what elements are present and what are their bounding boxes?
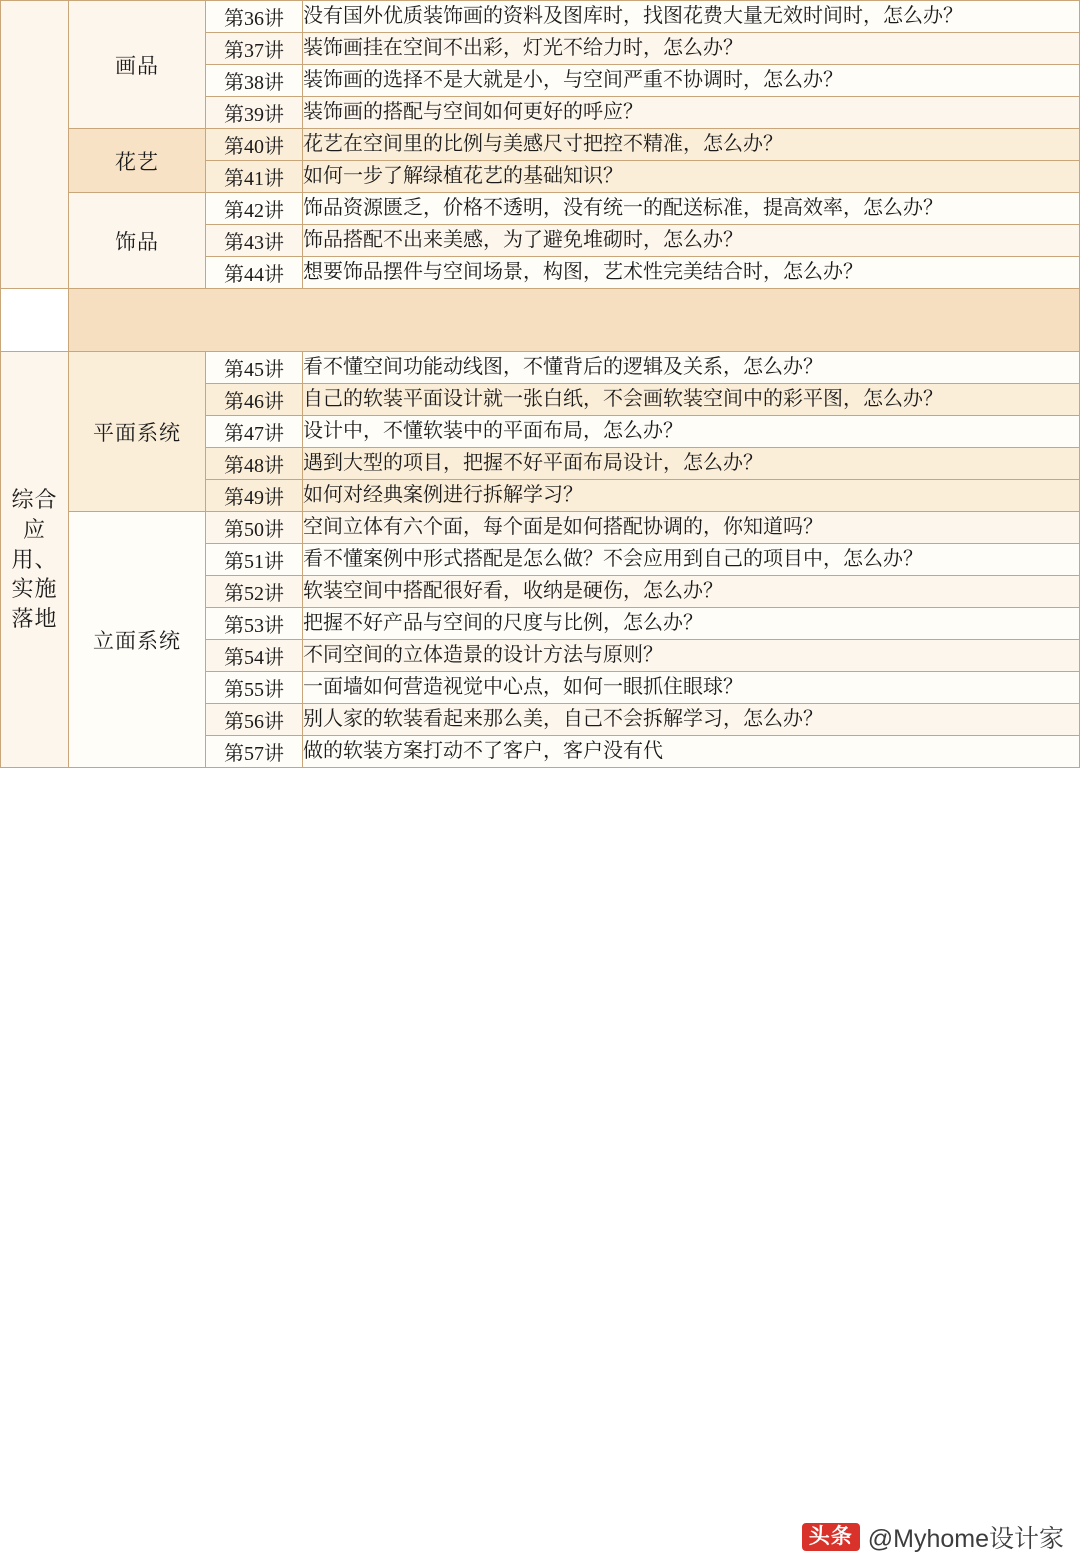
table-row bbox=[1, 1, 1080, 33]
lesson-number: 第43讲 bbox=[206, 225, 303, 257]
lesson-title: 自己的软装平面设计就一张白纸，不会画软装空间中的彩平图，怎么办？ bbox=[303, 384, 1080, 416]
section-separator-row bbox=[1, 289, 1080, 352]
table-row bbox=[1, 512, 1080, 544]
lesson-number: 第46讲 bbox=[206, 384, 303, 416]
lesson-number: 第55讲 bbox=[206, 672, 303, 704]
lesson-number: 第49讲 bbox=[206, 480, 303, 512]
lesson-number: 第37讲 bbox=[206, 33, 303, 65]
lesson-number: 第50讲 bbox=[206, 512, 303, 544]
lesson-number: 第38讲 bbox=[206, 65, 303, 97]
lesson-title: 想要饰品摆件与空间场景，构图，艺术性完美结合时，怎么办？ bbox=[303, 257, 1080, 289]
lesson-number: 第41讲 bbox=[206, 161, 303, 193]
watermark bbox=[796, 1517, 1070, 1557]
separator-band bbox=[69, 289, 1080, 352]
lesson-number: 第39讲 bbox=[206, 97, 303, 129]
toutiao-logo-icon: 头条 bbox=[802, 1523, 860, 1551]
lesson-title: 饰品资源匮乏，价格不透明，没有统一的配送标准，提高效率，怎么办？ bbox=[303, 193, 1080, 225]
lesson-number: 第57讲 bbox=[206, 736, 303, 768]
lesson-title: 没有国外优质装饰画的资料及图库时，找图花费大量无效时间时，怎么办？ bbox=[303, 1, 1080, 33]
lesson-title: 一面墙如何营造视觉中心点，如何一眼抓住眼球？ bbox=[303, 672, 1080, 704]
lesson-title: 装饰画挂在空间不出彩，灯光不给力时，怎么办？ bbox=[303, 33, 1080, 65]
lesson-number: 第53讲 bbox=[206, 608, 303, 640]
group-label-huayi: 花艺 bbox=[69, 129, 206, 193]
lesson-title: 不同空间的立体造景的设计方法与原则？ bbox=[303, 640, 1080, 672]
lesson-title: 别人家的软装看起来那么美，自己不会拆解学习，怎么办？ bbox=[303, 704, 1080, 736]
lesson-number: 第56讲 bbox=[206, 704, 303, 736]
group-label-shipin: 饰品 bbox=[69, 193, 206, 289]
section-label-top bbox=[1, 1, 69, 289]
lesson-title: 装饰画的选择不是大就是小，与空间严重不协调时，怎么办？ bbox=[303, 65, 1080, 97]
table-row bbox=[1, 193, 1080, 225]
lesson-title: 软装空间中搭配很好看，收纳是硬伤，怎么办？ bbox=[303, 576, 1080, 608]
lesson-number: 第36讲 bbox=[206, 1, 303, 33]
course-outline-table bbox=[0, 0, 1080, 768]
lesson-title: 把握不好产品与空间的尺度与比例，怎么办？ bbox=[303, 608, 1080, 640]
lesson-title: 看不懂空间功能动线图，不懂背后的逻辑及关系，怎么办？ bbox=[303, 352, 1080, 384]
lesson-number: 第45讲 bbox=[206, 352, 303, 384]
lesson-number: 第47讲 bbox=[206, 416, 303, 448]
lesson-title: 如何对经典案例进行拆解学习？ bbox=[303, 480, 1080, 512]
table-body bbox=[1, 1, 1080, 768]
lesson-title: 如何一步了解绿植花艺的基础知识？ bbox=[303, 161, 1080, 193]
lesson-number: 第44讲 bbox=[206, 257, 303, 289]
lesson-number: 第51讲 bbox=[206, 544, 303, 576]
lesson-title: 看不懂案例中形式搭配是怎么做？不会应用到自己的项目中，怎么办？ bbox=[303, 544, 1080, 576]
lesson-number: 第40讲 bbox=[206, 129, 303, 161]
lesson-title: 空间立体有六个面，每个面是如何搭配协调的，你知道吗？ bbox=[303, 512, 1080, 544]
lesson-number: 第48讲 bbox=[206, 448, 303, 480]
lesson-title: 饰品搭配不出来美感，为了避免堆砌时，怎么办？ bbox=[303, 225, 1080, 257]
table-row bbox=[1, 352, 1080, 384]
lesson-number: 第52讲 bbox=[206, 576, 303, 608]
lesson-title: 做的软装方案打动不了客户，客户没有代 bbox=[303, 736, 1080, 768]
table-row bbox=[1, 129, 1080, 161]
group-label-limianxitong: 立面系统 bbox=[69, 512, 206, 768]
lesson-number: 第54讲 bbox=[206, 640, 303, 672]
group-label-pingmianxitong: 平面系统 bbox=[69, 352, 206, 512]
lesson-title: 遇到大型的项目，把握不好平面布局设计，怎么办？ bbox=[303, 448, 1080, 480]
lesson-title: 装饰画的搭配与空间如何更好的呼应？ bbox=[303, 97, 1080, 129]
section-label-zongheyingyong: 综合应用、实施落地 bbox=[1, 352, 69, 768]
watermark-handle: @Myhome设计家 bbox=[867, 1525, 1064, 1553]
lesson-title: 花艺在空间里的比例与美感尺寸把控不精准，怎么办？ bbox=[303, 129, 1080, 161]
group-label-huapin: 画品 bbox=[69, 1, 206, 129]
lesson-number: 第42讲 bbox=[206, 193, 303, 225]
separator-left-spacer bbox=[1, 289, 69, 352]
lesson-title: 设计中，不懂软装中的平面布局，怎么办？ bbox=[303, 416, 1080, 448]
